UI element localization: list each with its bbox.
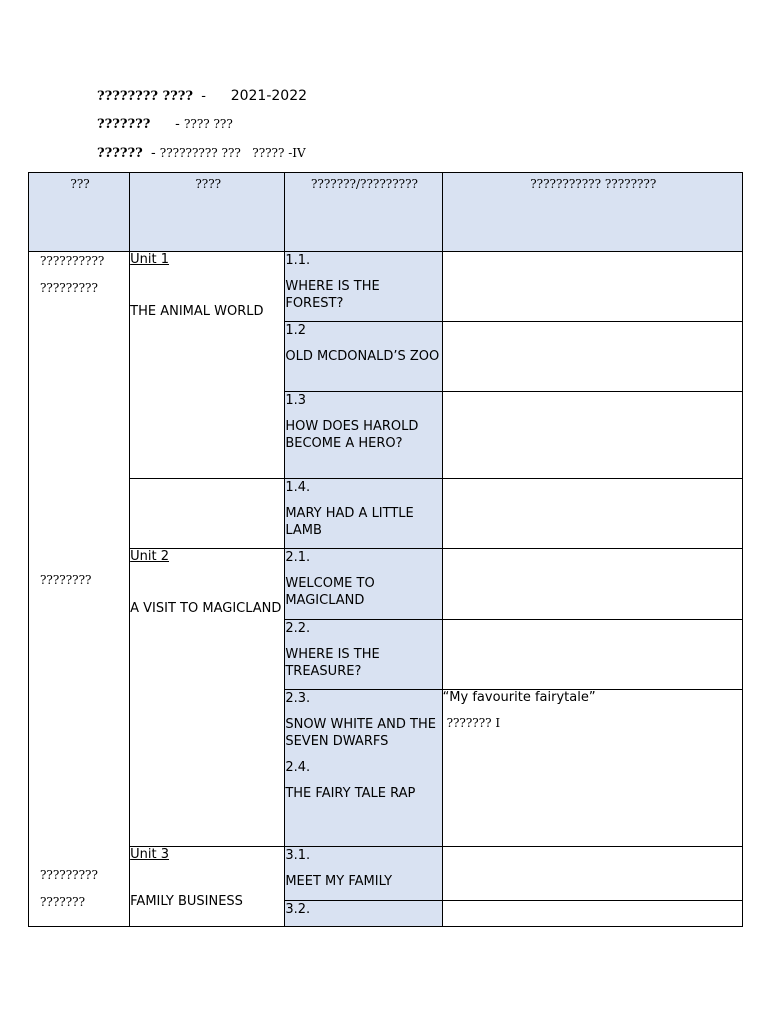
lesson-cell [285,252,442,322]
month-2: ????????? [40,281,98,295]
unit-3-label: Unit 3 [130,847,170,862]
unit-1-label: Unit 1 [130,252,170,267]
activity-cell [442,901,742,927]
activity-fairytale: “My favourite fairytale” [442,690,596,705]
lesson-number: 2.4. [285,760,311,775]
month-5: ??????? [40,895,86,909]
month-1: ?????????? [40,254,105,268]
activity-cell [442,252,742,322]
table-row [29,549,743,620]
lesson-title: THE FAIRY TALE RAP [285,786,416,801]
unit-3-title: FAMILY BUSINESS [130,894,243,909]
lesson-number: 3.2. [285,902,311,917]
activity-cell [442,322,742,392]
header-year-label: ???????? ???? [97,89,193,104]
activity-fairytale-sub: ??????? I [446,716,501,730]
unit-2-title: A VISIT TO MAGICLAND [130,601,282,616]
header-subject-sep: - [166,117,184,132]
lesson-title: WELCOME TO MAGICLAND [285,576,375,608]
activity-cell [442,549,742,620]
header-unit: ???? [130,173,285,252]
lesson-title: HOW DOES HAROLD BECOME A HERO? [285,419,419,451]
activity-cell [442,479,742,549]
lesson-number: 3.1. [285,848,311,863]
lesson-cell [285,392,442,479]
header-year-sep: - [192,89,215,104]
lesson-title: MEET MY FAMILY [285,874,393,889]
activity-cell [442,690,742,847]
lesson-number: 1.4. [285,480,311,495]
table-row [29,479,743,549]
activity-cell [442,620,742,690]
lesson-number: 1.3 [285,393,307,408]
table-header-row [29,173,743,252]
lesson-number: 2.3. [285,691,311,706]
header-subject-value: ???? ??? [183,117,233,131]
header-grade-sep: - [142,146,160,161]
header-subject-line [97,117,233,132]
header-grade-value: ????????? ??? ????? -IV [159,146,306,160]
lesson-title: MARY HAD A LITTLE LAMB [285,506,414,538]
lesson-cell [285,322,442,392]
table-row [29,847,743,901]
lesson-number: 2.1. [285,550,311,565]
lesson-cell [285,690,442,847]
lesson-number: 1.2 [285,323,307,338]
month-4: ????????? [40,868,98,882]
month-3: ???????? [40,573,92,587]
lesson-title: WHERE IS THE TREASURE? [285,647,380,679]
lesson-number: 1.1. [285,253,311,268]
unit-2-cell [130,549,285,847]
header-month: ??? [29,173,130,252]
unit-2-label: Unit 2 [130,549,170,564]
curriculum-table [28,172,743,927]
lesson-title: SNOW WHITE AND THE SEVEN DWARFS [285,717,436,749]
header-grade-line [97,146,306,161]
lesson-number: 2.2. [285,621,311,636]
unit-3-cell [130,847,285,927]
lesson-title: OLD MCDONALD’S ZOO [285,349,440,364]
header-lesson: ???????/????????? [285,173,442,252]
header-year-value: 2021-2022 [230,88,308,104]
header-grade-label: ?????? [97,146,143,161]
activity-cell [442,847,742,901]
lesson-cell [285,620,442,690]
lesson-cell [285,549,442,620]
table-row [29,252,743,322]
unit-1-cell [130,252,285,479]
month-column [29,252,130,927]
header-activities: ??????????? ???????? [442,173,742,252]
header-year-line [97,88,307,104]
lesson-cell [285,847,442,901]
lesson-cell [285,479,442,549]
lesson-title: WHERE IS THE FOREST? [285,279,380,311]
header-subject-label: ??????? [97,117,151,132]
unit-1-title: THE ANIMAL WORLD [130,304,264,319]
unit-empty-cell [130,479,285,549]
lesson-cell [285,901,442,927]
activity-cell [442,392,742,479]
